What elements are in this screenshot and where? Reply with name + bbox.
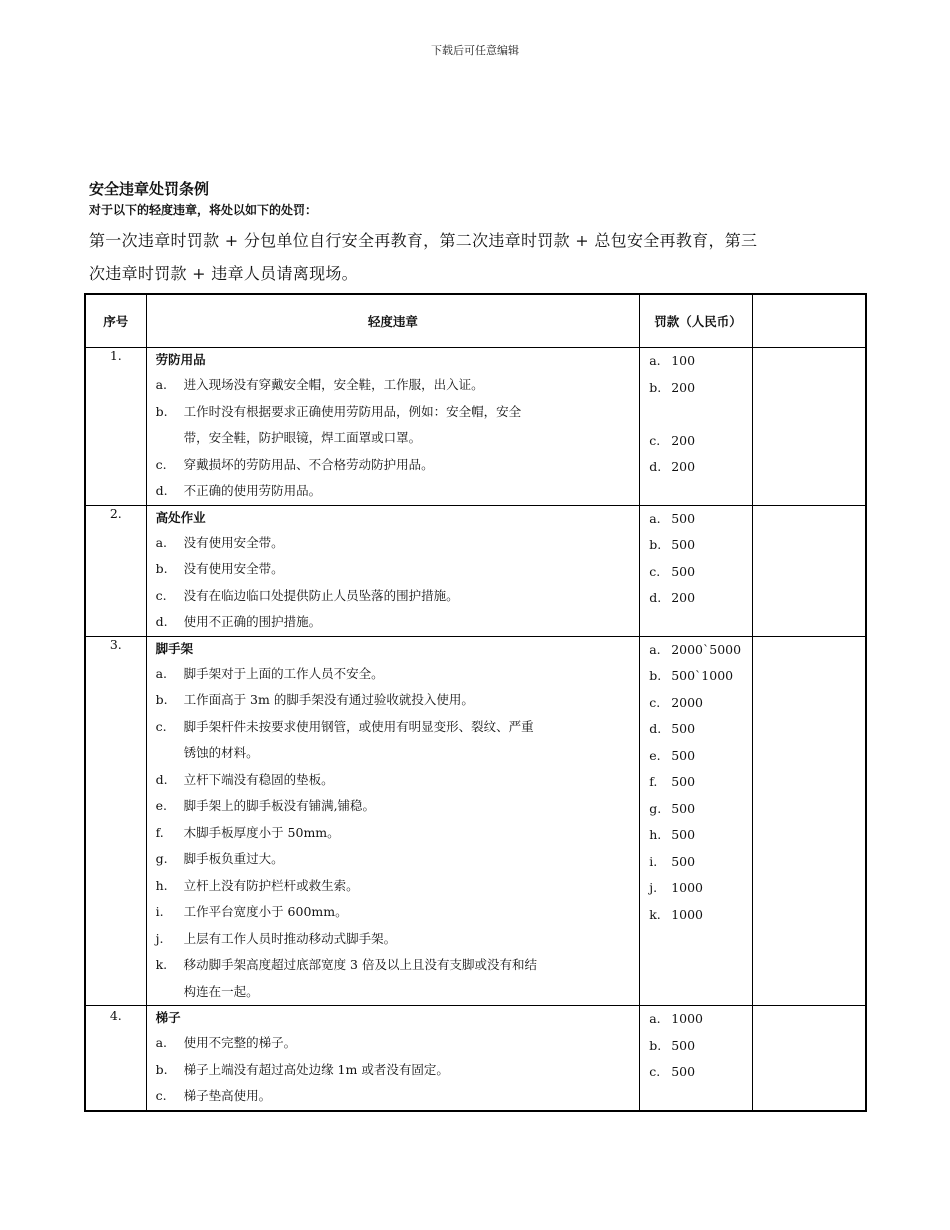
item-text: 立杆上没有防护栏杆或救生索。: [183, 877, 359, 893]
violation-item: [147, 583, 640, 610]
intro-line-2: 次违章时罚款 + 违章人员请离现场。: [89, 264, 358, 283]
fine-item: [640, 849, 752, 876]
item-text: 进入现场没有穿戴安全帽，安全鞋，工作服，出入证。: [183, 377, 484, 392]
fine-cell: [640, 636, 753, 1006]
item-key: [147, 425, 184, 452]
fine-item: [640, 822, 752, 849]
fine-item: [640, 902, 752, 929]
violation-cell: [146, 348, 640, 506]
table-header-row: [85, 294, 866, 348]
fine-amount: 200: [671, 379, 696, 395]
item-text: 不正确的使用劳防用品。: [183, 483, 322, 498]
fine-amount: 500: [671, 774, 696, 789]
header-fine: 罚款（人民币）: [640, 294, 753, 348]
fine-amount: 500: [671, 563, 696, 579]
item-text: 工作面高于 3m 的脚手架没有通过验收就投入使用。: [183, 692, 474, 707]
violation-item: [147, 873, 640, 900]
fine-item: [640, 637, 752, 664]
fine-item: [640, 559, 752, 586]
violation-item: [147, 661, 640, 688]
fine-key: k.: [649, 906, 661, 922]
fine-item: [640, 506, 752, 533]
violation-item: [147, 556, 640, 583]
extra-cell: [753, 636, 866, 1006]
extra-cell: [753, 348, 866, 506]
item-key: a.: [155, 665, 168, 681]
item-text: 梯子上端没有超过高处边缘 1m 或者没有固定。: [183, 1061, 449, 1077]
fine-item: [640, 769, 752, 796]
fine-amount: 500: [671, 853, 696, 869]
fine-key: c.: [649, 1064, 661, 1079]
fine-key: c.: [649, 432, 661, 448]
fine-item: [640, 1033, 752, 1060]
violation-item: [147, 425, 640, 452]
item-text: 立杆下端没有稳固的垫板。: [183, 771, 334, 787]
fine-key: d.: [649, 590, 662, 605]
fine-amount: 1000: [671, 880, 704, 895]
document-subtitle: 对于以下的轻度违章，将处以如下的处罚：: [89, 203, 318, 217]
item-text: 脚手架对于上面的工作人员不安全。: [183, 665, 384, 681]
fine-item: [640, 1059, 752, 1086]
row-number: 1.: [85, 348, 146, 506]
fine-item: [640, 454, 752, 481]
fine-amount: 500: [671, 827, 696, 842]
fine-item: [640, 532, 752, 559]
item-text: 工作平台宽度小于 600mm。: [183, 904, 348, 919]
violation-item: [147, 899, 640, 926]
item-key: f.: [155, 824, 164, 840]
item-text: 工作时没有根据要求正确使用劳防用品，例如：安全帽，安全: [183, 403, 522, 419]
fine-key: d.: [649, 721, 662, 736]
item-key: d.: [155, 483, 168, 498]
item-text: 使用不正确的围护措施。: [183, 614, 322, 629]
fine-key: h.: [649, 827, 662, 842]
item-key: [147, 740, 184, 767]
item-key: d.: [155, 614, 168, 629]
extra-cell: [753, 505, 866, 636]
fine-item: [640, 585, 752, 612]
header-extra: [753, 294, 866, 348]
fine-item: [640, 401, 752, 428]
table-row: [85, 1006, 866, 1111]
item-key: j.: [155, 930, 164, 946]
fine-item: [640, 796, 752, 823]
violation-item: [147, 530, 640, 557]
category-label: 脚手架: [155, 640, 194, 656]
item-key: k.: [155, 957, 168, 972]
item-text: 使用不完整的梯子。: [183, 1035, 297, 1050]
fine-item: [640, 875, 752, 902]
fine-key: g.: [649, 800, 662, 816]
table-row: [85, 505, 866, 636]
fine-amount: 100: [671, 353, 696, 368]
item-text: 带，安全鞋，防护眼镜，焊工面罩或口罩。: [183, 430, 422, 445]
fine-key: b.: [649, 537, 662, 552]
fine-key: f.: [649, 774, 658, 789]
item-key: b.: [155, 561, 168, 576]
fine-key: a.: [649, 510, 661, 526]
fine-amount: 200: [671, 432, 696, 448]
fine-item: [640, 348, 752, 375]
category-label: 梯子: [155, 1010, 181, 1025]
item-key: b.: [155, 692, 168, 707]
table-row: [85, 348, 866, 506]
fine-amount: 500: [671, 1064, 696, 1079]
item-key: c.: [155, 718, 167, 734]
table-row: [85, 636, 866, 1006]
violation-item: [147, 399, 640, 426]
item-text: 没有使用安全带。: [183, 534, 284, 550]
violation-table: [84, 293, 867, 1112]
header-item: 轻度违章: [146, 294, 640, 348]
item-text: 没有在临边临口处提供防止人员坠落的围护措施。: [183, 587, 459, 603]
violation-cell: [146, 636, 640, 1006]
intro-paragraph: [89, 224, 869, 290]
document-title: 安全违章处罚条例: [89, 180, 210, 198]
extra-cell: [753, 1006, 866, 1111]
item-text: 构连在一起。: [183, 983, 259, 999]
item-text: 脚手板负重过大。: [183, 851, 284, 866]
fine-key: a.: [649, 641, 661, 657]
item-text: 锈蚀的材料。: [183, 745, 259, 760]
violation-item: [147, 820, 640, 847]
fine-amount: 500: [671, 721, 696, 736]
row-number: 3.: [85, 636, 146, 1006]
violation-cell: [146, 505, 640, 636]
fine-amount: 2000: [671, 694, 704, 710]
item-key: i.: [155, 904, 164, 919]
item-text: 脚手架上的脚手板没有铺满,铺稳。: [183, 798, 376, 813]
violation-item: [147, 979, 640, 1006]
item-text: 穿戴损坏的劳防用品、不合格劳动防护用品。: [183, 456, 434, 472]
fine-amount: 2000`5000: [671, 641, 742, 657]
violation-item: [147, 952, 640, 979]
table-body: [85, 348, 866, 1111]
item-text: 移动脚手架高度超过底部宽度 3 倍及以上且没有支脚或没有和结: [183, 957, 537, 972]
fine-key: i.: [649, 853, 658, 869]
fine-item: [640, 428, 752, 455]
item-key: b.: [155, 1061, 168, 1077]
item-text: 木脚手板厚度小于 50mm。: [183, 824, 340, 840]
fine-amount: 500: [671, 510, 696, 526]
violation-item: [147, 1083, 640, 1110]
fine-key: a.: [649, 353, 661, 368]
fine-key: c.: [649, 563, 661, 579]
item-key: a.: [155, 1035, 168, 1050]
fine-cell: [640, 1006, 753, 1111]
fine-item: [640, 663, 752, 690]
fine-amount: 500: [671, 537, 696, 552]
violation-item: [147, 372, 640, 399]
fine-key: j.: [649, 880, 658, 895]
category-label: 劳防用品: [155, 352, 206, 367]
fine-amount: 500: [671, 1037, 696, 1053]
item-key: g.: [155, 851, 168, 866]
item-key: a.: [155, 377, 168, 392]
fine-item: [640, 1006, 752, 1033]
intro-line-1: 第一次违章时罚款 + 分包单位自行安全再教育，第二次违章时罚款 + 总包安全再教育，第三: [89, 231, 758, 250]
item-text: 上层有工作人员时推动移动式脚手架。: [183, 930, 397, 946]
violation-item: [147, 609, 640, 636]
item-key: e.: [155, 798, 167, 813]
item-text: 没有使用安全带。: [183, 561, 284, 576]
fine-key: e.: [649, 747, 661, 763]
violation-item: [147, 687, 640, 714]
violation-item: [147, 793, 640, 820]
fine-amount: 1000: [671, 906, 704, 922]
violation-item: [147, 478, 640, 505]
violation-item: [147, 740, 640, 767]
fine-amount: 200: [671, 590, 696, 605]
row-number: 4.: [85, 1006, 146, 1111]
fine-key: b.: [649, 668, 662, 683]
fine-item: [640, 690, 752, 717]
item-text: 脚手架杆件未按要求使用钢管，或使用有明显变形、裂纹、严重: [183, 718, 534, 734]
fine-amount: 500: [671, 747, 696, 763]
fine-amount: 1000: [671, 1011, 704, 1026]
item-key: [147, 979, 184, 1006]
violation-item: [147, 1030, 640, 1057]
item-text: 梯子垫高使用。: [183, 1088, 272, 1103]
item-key: c.: [155, 1088, 167, 1103]
violation-item: [147, 846, 640, 873]
fine-amount: 200: [671, 459, 696, 474]
item-key: c.: [155, 456, 167, 472]
fine-amount: 500`1000: [671, 668, 734, 683]
item-key: a.: [155, 534, 168, 550]
fine-item: [640, 716, 752, 743]
fine-cell: [640, 348, 753, 506]
fine-cell: [640, 505, 753, 636]
category-label: 高处作业: [155, 509, 206, 525]
fine-item: [640, 743, 752, 770]
violation-item: [147, 767, 640, 794]
fine-key: b.: [649, 379, 662, 395]
fine-item: [640, 375, 752, 402]
item-key: c.: [155, 587, 167, 603]
header-no: 序号: [85, 294, 146, 348]
fine-key: d.: [649, 459, 662, 474]
violation-item: [147, 714, 640, 741]
row-number: 2.: [85, 505, 146, 636]
fine-key: c.: [649, 694, 661, 710]
violation-item: [147, 452, 640, 479]
violation-cell: [146, 1006, 640, 1111]
item-key: h.: [155, 877, 168, 893]
fine-key: b.: [649, 1037, 662, 1053]
fine-amount: 500: [671, 800, 696, 816]
item-key: b.: [155, 403, 168, 419]
fine-key: a.: [649, 1011, 661, 1026]
violation-item: [147, 926, 640, 953]
violation-item: [147, 1057, 640, 1084]
item-key: d.: [155, 771, 168, 787]
header-note: 下载后可任意编辑: [431, 44, 519, 57]
